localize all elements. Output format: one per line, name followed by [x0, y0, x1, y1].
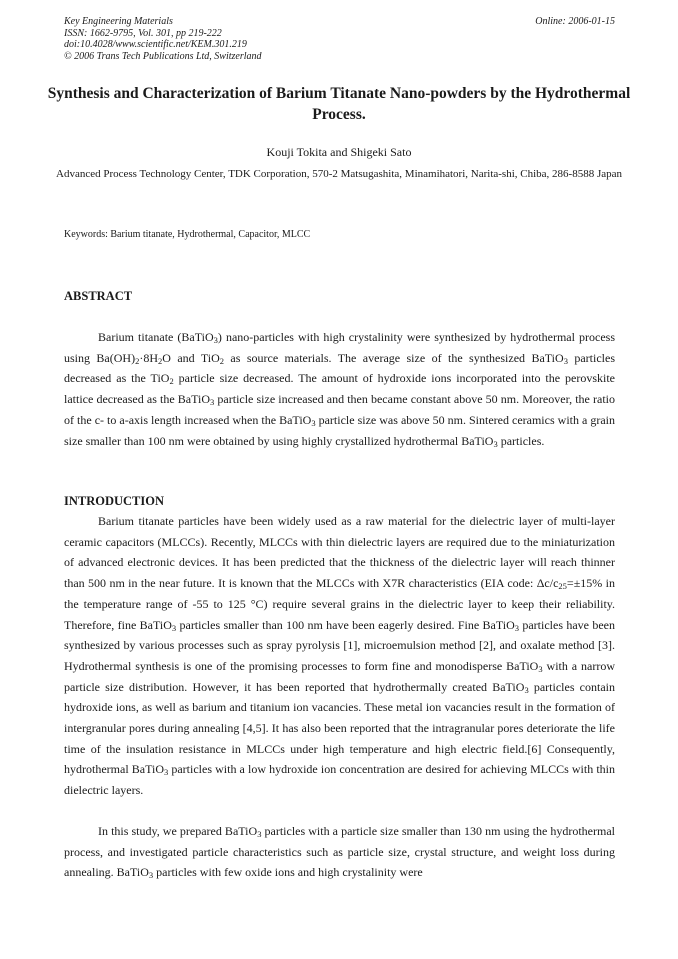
- introduction-paragraph-1: Barium titanate particles have been widely used as a raw material for the dielectric layer of multi-layer ceramic capacitors (MLCCs). Recently, MLCCs with thin dielectric layers are required due to the miniaturization of advanced electronic devices. It has been predicted that the thickness of the dielectric layer will reach thinner than 500 nm in the near future. It is known that the MLCCs with X7R characteristics (EIA code: $\Delta c/c_{25}=\pm 15\%$ in the temperature range of -55 to 125 °C) require several grains in the dielectric layer to keep their reliability. Therefore, fine BaTiO$_3$ particles smaller than 100 nm have been eagerly desired. Fine BaTiO$_3$ particles have been synthesized by various processes such as spray pyrolysis [1], microemulsion method [2], and oxalate method [3]. Hydrothermal synthesis is one of the promising processes to form fine and monodisperse BaTiO$_3$ with a narrow particle size distribution. However, it has been reported that hydrothermally created BaTiO$_3$ particles contain hydroxide ions, as well as barium and titanium ion vacancies. These metal ion vacancies result in the formation of intergranular pores during annealing [4,5]. It has also been reported that the intragranular pores deteriorate the life time of the insulation resistance in MLCCs under high temperature and high electric field.[6] Consequently, hydrothermal BaTiO$_3$ particles with a low hydroxide ion concentration are desired for achieving MLCCs with thin dielectric layers.: [64, 514, 616, 798]
- keywords: Keywords: Barium titanate, Hydrothermal, Capacitor, MLCC: [64, 229, 311, 240]
- issn-line: ISSN: 1662-9795, Vol. 301, pp 219-222: [64, 27, 222, 39]
- copyright-line: © 2006 Trans Tech Publications Ltd, Switzerland: [64, 50, 262, 62]
- doi-line: doi:10.4028/www.scientific.net/KEM.301.219: [64, 39, 247, 50]
- authors: Kouji Tokita and Shigeki Sato: [266, 145, 412, 159]
- abstract-paragraph: Barium titanate (BaTiO$_3$) nano-particles with high crystalinity were synthesized by hydrothermal process using $Ba(OH)_2\cdot 8H_2O$ and TiO$_2$ as source materials. The average size of the synthesized BaTiO$_3$ particles decreased as the TiO$_2$ particle size decreased. The amount of hydroxide ions incorporated into the perovskite lattice decreased as the BaTiO$_3$ particle size increased and then became constant above 50 nm. Moreover, the ratio of the c- to a-axis length increased when the BaTiO$_3$ particle size was above 50 nm. Sintered ceramics with a grain size smaller than 100 nm were obtained by using highly crystallized hydrothermal BaTiO$_3$ particles.: [64, 330, 616, 449]
- running-header: [64, 16, 262, 62]
- introduction-paragraph-2: In this study, we prepared BaTiO$_3$ particles with a particle size smaller than 130 nm using the hydrothermal process, and investigated particle characteristics such as particle size, crystal structure, and weight loss during annealing. BaTiO$_3$ particles with few oxide ions and high crystalinity were: [64, 824, 615, 881]
- introduction-heading: INTRODUCTION: [64, 494, 165, 508]
- online-date: Online: 2006-01-15: [535, 16, 615, 27]
- affiliation: Advanced Process Technology Center, TDK Corporation, 570-2 Matsugashita, Minamihatori, Narita-shi, Chiba, 286-8588 Japan: [56, 168, 622, 180]
- journal-name: Key Engineering Materials: [64, 16, 173, 27]
- paper-title: Synthesis and Characterization of Barium Titanate Nano-powders by the Hydrothermal Process.: [47, 85, 631, 123]
- abstract-heading: ABSTRACT: [64, 289, 133, 303]
